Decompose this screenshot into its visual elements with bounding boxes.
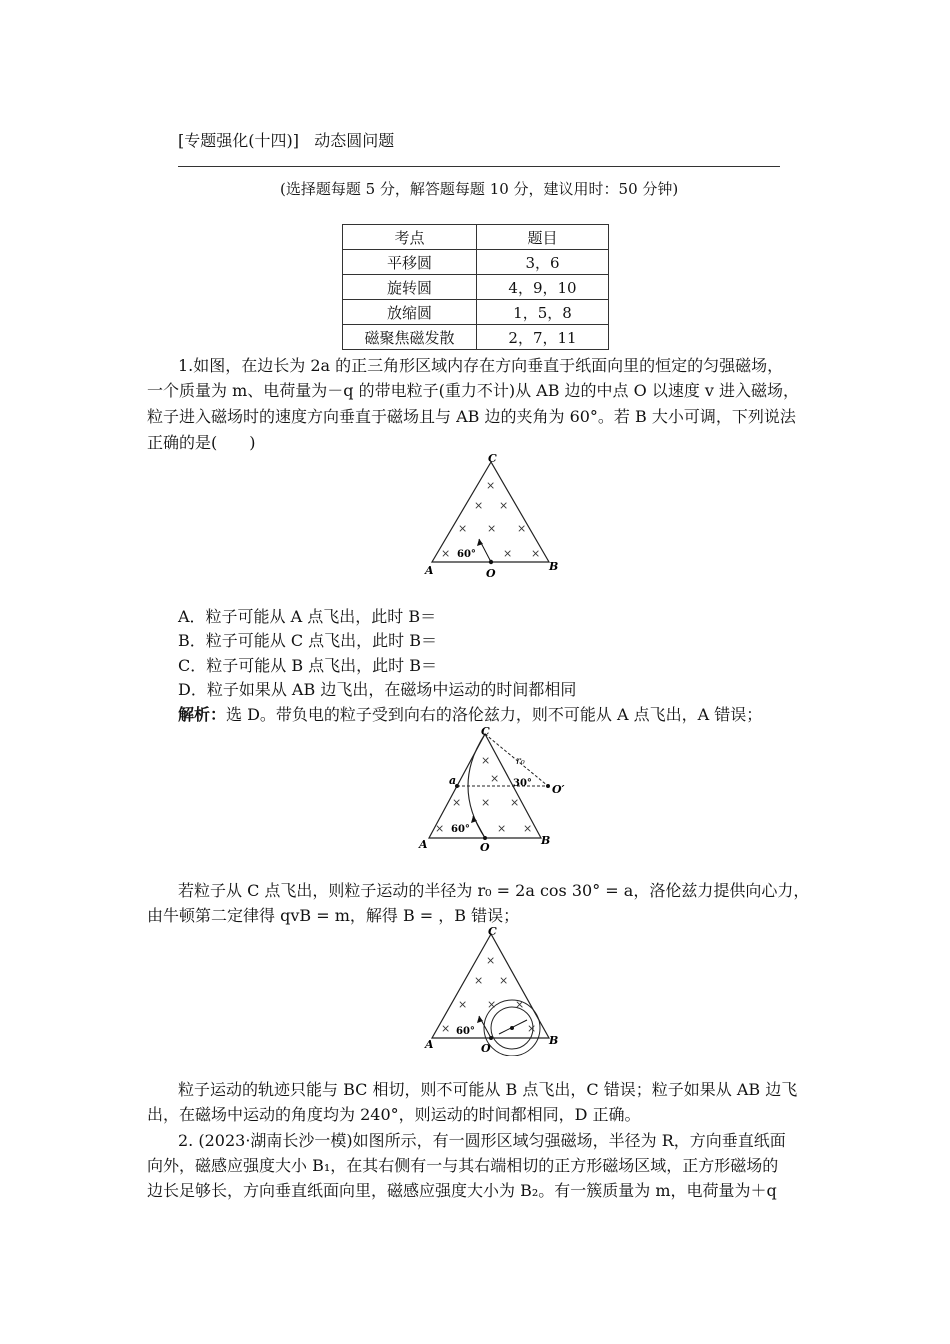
q2-line: 2. (2023·湖南长沙一模)如图所示，有一圆形区域匀强磁场，半径为 R，方向垂直纸面 <box>178 1131 786 1150</box>
label-B: B <box>549 560 559 573</box>
label-O: O <box>486 567 496 580</box>
solution-line: 由牛顿第二定律得 qvB = m，解得 B = ，B 错误； <box>147 906 520 925</box>
triangle-figure-1 <box>415 452 565 580</box>
label-O: O <box>481 1042 491 1055</box>
field-cross: × <box>474 974 484 987</box>
field-cross: × <box>499 499 509 512</box>
table-cell: 4，9，10 <box>477 275 609 300</box>
time-note: (选择题每题 5 分，解答题每题 10 分，建议用时：50 分钟) <box>280 180 679 198</box>
field-cross: × <box>474 499 484 512</box>
table-header-row <box>343 225 609 250</box>
triangle-figure-2 <box>415 724 580 856</box>
label-Oprime: O′ <box>552 783 565 796</box>
angle-30: 30° <box>513 778 532 789</box>
option-d: D．粒子如果从 AB 边飞出，在磁场中运动的时间都相同 <box>178 680 577 699</box>
table-header: 考点 <box>343 225 477 250</box>
q1-line: 粒子进入磁场时的速度方向垂直于磁场且与 AB 边的夹角为 60°。若 B 大小可调，下列说法 <box>147 407 796 426</box>
field-cross: × <box>452 796 462 809</box>
field-cross: × <box>441 1022 451 1035</box>
field-cross: × <box>503 547 513 560</box>
solution-text: 选 D。带负电的粒子受到向右的洛伦兹力，则不可能从 A 点飞出，A 错误； <box>226 705 763 724</box>
solution-line <box>178 704 808 726</box>
label-r0: r₀ <box>516 756 525 767</box>
topic-table <box>342 224 609 350</box>
angle-label: 60° <box>457 549 476 560</box>
field-cross: × <box>515 998 525 1011</box>
field-cross: × <box>458 522 468 535</box>
solution-line: 若粒子从 C 点飞出，则粒子运动的半径为 r₀ = 2a cos 30° = a，洛伦兹力提供向心力， <box>178 881 810 900</box>
table-row <box>343 325 609 350</box>
field-cross: × <box>435 822 445 835</box>
field-cross: × <box>527 1022 537 1035</box>
solution-line: 粒子运动的轨迹只能与 BC 相切，则不可能从 B 点飞出，C 错误；粒子如果从 AB 边飞 <box>178 1080 798 1099</box>
field-cross: × <box>523 822 533 835</box>
table-cell: 放缩圆 <box>343 300 477 325</box>
field-cross: × <box>487 998 497 1011</box>
field-cross: × <box>481 796 491 809</box>
field-cross: × <box>510 796 520 809</box>
label-C: C <box>488 452 497 465</box>
q1-line: 一个质量为 m、电荷量为－q 的带电粒子(重力不计)从 AB 边的中点 O 以速度 v 进入磁场， <box>147 381 800 400</box>
section-tag: [专题强化(十四)] <box>178 131 299 150</box>
table-cell: 平移圆 <box>343 250 477 275</box>
table-cell: 旋转圆 <box>343 275 477 300</box>
field-cross: × <box>517 522 527 535</box>
table-cell: 1，5，8 <box>477 300 609 325</box>
field-cross: × <box>458 998 468 1011</box>
field-cross: × <box>499 974 509 987</box>
label-A: A <box>425 1038 434 1051</box>
table-cell: 3，6 <box>477 250 609 275</box>
label-B: B <box>549 1034 559 1047</box>
solution-line: 出，在磁场中运动的角度均为 240°，则运动的时间都相同，D 正确。 <box>147 1105 641 1124</box>
label-a: a <box>449 774 457 787</box>
option-c: C．粒子可能从 B 点飞出，此时 B＝ <box>178 656 438 675</box>
label-A: A <box>419 838 428 851</box>
table-row <box>343 275 609 300</box>
angle-60: 60° <box>456 1026 475 1037</box>
point-Oprime <box>546 784 550 788</box>
q1-line: 正确的是( ) <box>147 433 256 452</box>
field-cross: × <box>531 547 541 560</box>
table-cell: 磁聚焦磁发散 <box>343 325 477 350</box>
solution-label: 解析： <box>178 705 227 724</box>
label-O: O <box>480 841 490 854</box>
label-B: B <box>541 834 551 847</box>
angle-60: 60° <box>451 824 470 835</box>
option-a: A．粒子可能从 A 点飞出，此时 B＝ <box>178 607 437 626</box>
field-cross: × <box>487 522 497 535</box>
section-heading: 动态圆问题 <box>314 131 395 150</box>
field-cross: × <box>486 954 496 967</box>
table-cell: 2，7，11 <box>477 325 609 350</box>
label-A: A <box>425 564 434 577</box>
table-header: 题目 <box>477 225 609 250</box>
q1-line: 1.如图，在边长为 2a 的正三角形区域内存在方向垂直于纸面向里的恒定的匀强磁场， <box>178 356 784 375</box>
option-b: B．粒子可能从 C 点飞出，此时 B＝ <box>178 631 438 650</box>
title-rule <box>178 166 780 167</box>
table-row <box>343 300 609 325</box>
field-cross: × <box>497 822 507 835</box>
label-C: C <box>481 725 490 738</box>
field-cross: × <box>481 754 491 767</box>
q2-line: 边长足够长，方向垂直纸面向里，磁感应强度大小为 B₂。有一簇质量为 m，电荷量为＋q <box>147 1181 777 1200</box>
field-cross: × <box>490 772 500 785</box>
label-C: C <box>488 925 497 938</box>
section-title <box>178 128 394 151</box>
q2-line: 向外，磁感应强度大小 B₁，在其右侧有一与其右端相切的正方形磁场区域，正方形磁场的 <box>147 1156 779 1175</box>
triangle-figure-3 <box>415 924 565 1056</box>
table-row <box>343 250 609 275</box>
field-cross: × <box>486 479 496 492</box>
field-cross: × <box>441 547 451 560</box>
circle-center <box>510 1026 514 1030</box>
